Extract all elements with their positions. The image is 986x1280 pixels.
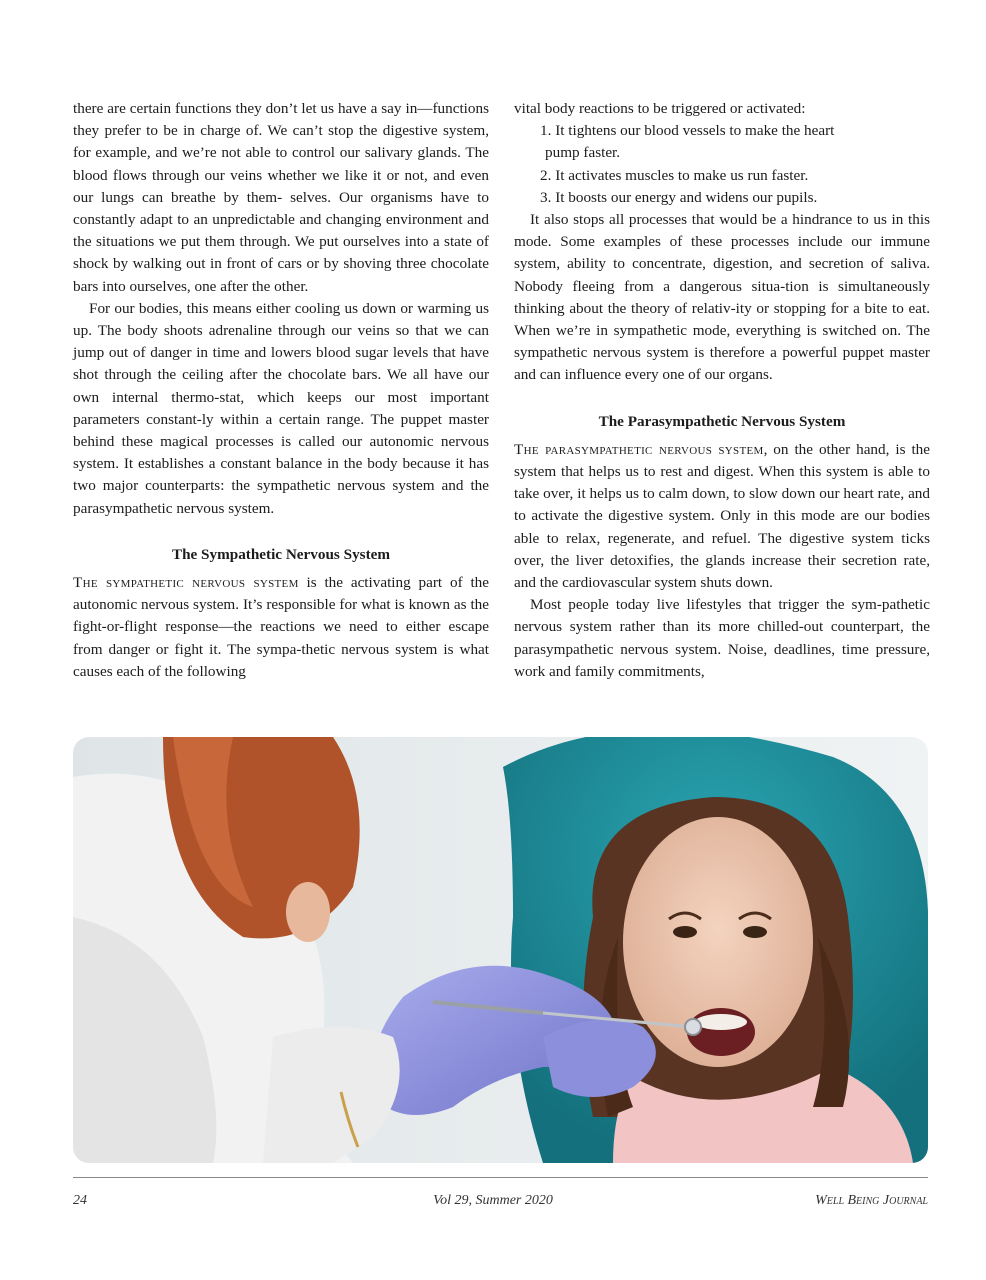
list-item xyxy=(540,120,930,164)
paragraph: For our bodies, this means either cooling us down or warming us up. The body shoots adrenaline through our veins so that we can jump out of danger in time and lowers blood sugar levels that have shot through the ceiling after the chocolate bars. We all have our own internal thermo-stat, which keeps our most important parameters constant-ly within a certain range. The puppet master behind these magical processes is called our autonomic nervous system. It establishes a constant balance in the body because it has two major counterparts: the sympathetic nervous system and the parasympathetic nervous system. xyxy=(73,299,489,517)
list-item-text: It tightens our blood vessels to make the heart xyxy=(555,122,835,140)
reactions-list xyxy=(514,120,930,209)
lead-in-smallcaps: The parasympathetic nervous system xyxy=(514,440,764,458)
list-item xyxy=(540,165,930,187)
paragraph-parasympathetic-intro xyxy=(514,439,930,594)
issue-label: Vol 29, Summer 2020 xyxy=(433,1193,553,1208)
list-item-text: It activates muscles to make us run faster. xyxy=(555,166,809,184)
journal-name: Well Being Journal xyxy=(815,1193,928,1208)
list-item-text: It boosts our energy and widens our pupils. xyxy=(555,188,818,206)
footer-divider xyxy=(73,1177,928,1178)
paragraph: there are certain functions they don’t let us have a say in—functions they prefer to be in charge of. We can’t stop the digestive system, for example, and we’re not able to control our salivary glands. The blood flows through our veins whether we like it or not, and even our lungs can breathe by them- selves. Our organisms have to constantly adapt to an unpredictable and changing environment and the situations we put them through. We put ourselves into a state of shock by walking out in front of cars or by shoving three chocolate bars into ourselves, one after the other. xyxy=(73,100,489,295)
left-column xyxy=(73,98,489,683)
lead-in-smallcaps: The sympathetic nervous system xyxy=(73,574,299,592)
list-item-text-continued: pump faster. xyxy=(545,144,621,162)
list-number: 1. xyxy=(540,122,552,140)
paragraph-text: , on the other hand, is the system that helps us to rest and digest. When this system is able to take over, it helps us to calm down, to slow down our heart rate, and to activate the digestive system. Only in this mode are our bodies able to relax, regenerate, and refuel. The digestive system ticks over, the liver detoxifies, the glands increase their secretion rate, and the cardiovascular system shuts down. xyxy=(514,440,930,592)
paragraph: Most people today live lifestyles that trigger the sym-pathetic nervous system rather than its more chilled-out counterpart, the parasympathetic nervous system. Noise, deadlines, time pressure, work and family commitments, xyxy=(514,596,930,680)
paragraph: It also stops all processes that would be a hindrance to us in this mode. Some examples of these processes include our immune system, ability to concentrate, digestion, and secretion of saliva. Nobody fleeing from a dangerous situa-tion is simultaneously thinking about the theory of relativ-ity or stopping for a bite to eat. When we’re in sympathetic mode, everything is switched on. The sympathetic nervous system is therefore a powerful puppet master and can influence every one of our organs. xyxy=(514,211,930,384)
dentist-child-photo xyxy=(73,737,928,1163)
list-number: 2. xyxy=(540,166,552,184)
paragraph-text: is the activating part of the autonomic nervous system. It’s responsible for what is known as the fight-or-flight response—the reactions we need to either escape from danger or fight it. The sympa-thetic nervous system is what causes each of the following xyxy=(73,574,490,680)
list-item xyxy=(540,187,930,209)
section-heading-sympathetic: The Sympathetic Nervous System xyxy=(171,545,391,563)
paragraph: vital body reactions to be triggered or activated: xyxy=(514,100,806,117)
right-column xyxy=(514,98,930,683)
page-number: 24 xyxy=(73,1193,87,1208)
list-number: 3. xyxy=(540,188,552,206)
paragraph-sympathetic-intro xyxy=(73,572,489,683)
section-heading-parasympathetic: The Parasympathetic Nervous System xyxy=(598,412,846,430)
